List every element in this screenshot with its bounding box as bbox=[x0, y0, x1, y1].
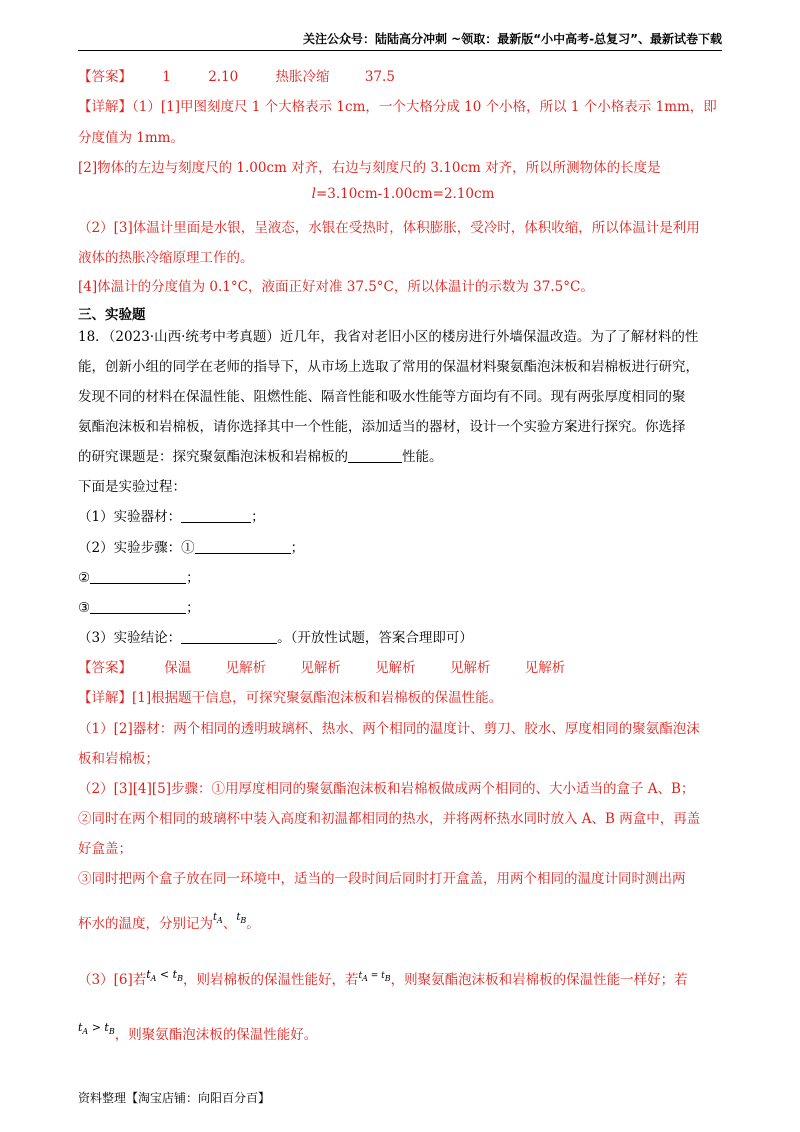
q18-detail-2b: 板和岩棉板； bbox=[78, 751, 159, 767]
detail-tag: 【详解】 bbox=[78, 690, 132, 706]
t-b-symbol: tB bbox=[236, 912, 247, 925]
q18-line-3: 发现不同的材料在保温性能、阻燃性能、隔音性能和吸水性能等方面均有不同。现有两张厚度相同的聚 bbox=[78, 389, 686, 405]
q17-detail-p1: 【详解】（1）[1]甲图刻度尺 1 个大格表示 1cm，一个大格分成 10 个小格，所以 1 个小格表示 1mm，即 bbox=[78, 99, 717, 115]
condition-eq: tA = tB bbox=[358, 971, 391, 983]
q18-line-4: 氨酯泡沫板和岩棉板，请你选择其中一个性能，添加适当的器材，设计一个实验方案进行探究。你选择 bbox=[78, 419, 686, 435]
step3-blank bbox=[90, 599, 186, 614]
topic-blank bbox=[348, 448, 402, 463]
q18-detail-2: （1）[2]器材：两个相同的透明玻璃杯、热水、两个相同的温度计、剪刀、胶水、厚度相同的聚氨酯泡沫 bbox=[78, 721, 700, 737]
q17-answer-1: 1 bbox=[162, 69, 171, 85]
q18-answer-3: 见解析 bbox=[300, 660, 341, 676]
q18-detail-4: ②同时在两个相同的玻璃杯中装入高度和初温都相同的热水，并将两杯热水同时放入 A、B 两盒中，再盖 bbox=[78, 811, 701, 827]
q18-detail-4b: 好盒盖； bbox=[78, 841, 132, 857]
q18-answer-5: 见解析 bbox=[449, 660, 491, 676]
q18-line-7: （1）实验器材： ； bbox=[78, 509, 265, 525]
step2-blank bbox=[90, 569, 186, 584]
q18-line-6: 下面是实验过程： bbox=[78, 479, 186, 495]
q17-detail-p3b: 液体的热胀冷缩原理工作的。 bbox=[78, 250, 254, 266]
q18-line-10: ③ ； bbox=[78, 600, 200, 616]
q18-detail-8: $^{t_A > t_B}$，则聚氨酯泡沫板的保温性能好。 bbox=[78, 1021, 318, 1043]
q17-detail-p4: [4]体温计的分度值为 0.1°C，液面正好对准 37.5°C，所以体温计的示数为 37.5°C。 bbox=[78, 279, 594, 295]
condition-lt: tA < tB bbox=[146, 968, 183, 984]
section-title: 三、实验题 bbox=[78, 307, 146, 323]
q17-detail-p1b: 分度值为 1mm。 bbox=[78, 130, 184, 146]
q17-answer-3: 热胀冷缩 bbox=[275, 69, 330, 85]
q18-answer-4: 见解析 bbox=[375, 660, 416, 676]
q18-detail-6: 杯水的温度，分别记为$^{t_A}$、$^{t_B}$。 bbox=[78, 912, 260, 932]
equipment-blank bbox=[181, 508, 251, 523]
conclusion-blank bbox=[181, 629, 277, 644]
q18-answer-line bbox=[78, 656, 565, 676]
q17-detail-p3: （2）[3]体温计里面是水银，呈液态，水银在受热时，体积膨胀，受冷时，体积收缩，所以体温计是利用 bbox=[78, 220, 700, 236]
q17-answer-4: 37.5 bbox=[364, 69, 395, 85]
t-a-symbol: tA bbox=[213, 912, 223, 925]
q18-line-8: （2）实验步骤：① ； bbox=[78, 540, 305, 556]
q18-line-9: ② ； bbox=[78, 570, 200, 586]
q18-answer-2: 见解析 bbox=[225, 660, 267, 676]
q18-line-11: （3）实验结论： 。（开放性试题，答案合理即可） bbox=[78, 630, 473, 646]
answer-tag: 【答案】 bbox=[78, 69, 132, 85]
q18-answer-6: 见解析 bbox=[524, 660, 566, 676]
q17-answer-2: 2.10 bbox=[208, 69, 239, 85]
answer-tag: 【答案】 bbox=[78, 660, 132, 676]
q17-formula: l=3.10cm-1.00cm=2.10cm bbox=[311, 186, 495, 202]
q18-line-1: 18．（2023·山西·统考中考真题）近几年，我省对老旧小区的楼房进行外墙保温改造。为了了解材料的性 bbox=[78, 329, 699, 345]
q17-detail-p2: [2]物体的左边与刻度尺的 1.00cm 对齐，右边与刻度尺的 3.10cm 对齐，所以所测物体的长度是 bbox=[78, 160, 661, 176]
q18-detail-5: ③同时把两个盒子放在同一环境中，适当的一段时间后同时打开盒盖，用两个相同的温度计同时测出两 bbox=[78, 871, 686, 887]
q17-answer-line bbox=[78, 65, 395, 85]
q18-line-2: 能，创新小组的同学在老师的指导下，从市场上选取了常用的保温材料聚氨酯泡沫板和岩棉板进行研究， bbox=[78, 359, 699, 375]
q18-detail-1: 【详解】[1]根据题干信息，可探究聚氨酯泡沫板和岩棉板的保温性能。 bbox=[78, 690, 503, 706]
q18-answer-1: 保温 bbox=[164, 660, 192, 676]
condition-gt: tA > tB bbox=[78, 1021, 115, 1037]
step1-blank bbox=[195, 539, 291, 554]
q18-line-5: 的研究课题是：探究聚氨酯泡沫板和岩棉板的 性能。 bbox=[78, 449, 443, 465]
q18-detail-3: （2）[3][4][5]步骤：①用厚度相同的聚氨酯泡沫板和岩棉板做成两个相同的、大小适当的盒子 A、B； bbox=[78, 781, 695, 797]
page-footer: 资料整理【淘宝店铺：向阳百分百】 bbox=[78, 1091, 271, 1105]
q18-detail-7: （3）[6]若$^{t_A < t_B}$，则岩棉板的保温性能好，若$^{t_A = t_B}$，则聚氨酯泡沫板和岩棉板的保温性能一样好；若 bbox=[78, 968, 688, 988]
detail-tag: 【详解】 bbox=[78, 99, 132, 115]
page-header: 关注公众号：陆陆高分冲刺 ~领取：最新版“小中高考-总复习”、最新试卷下载 bbox=[78, 30, 722, 51]
